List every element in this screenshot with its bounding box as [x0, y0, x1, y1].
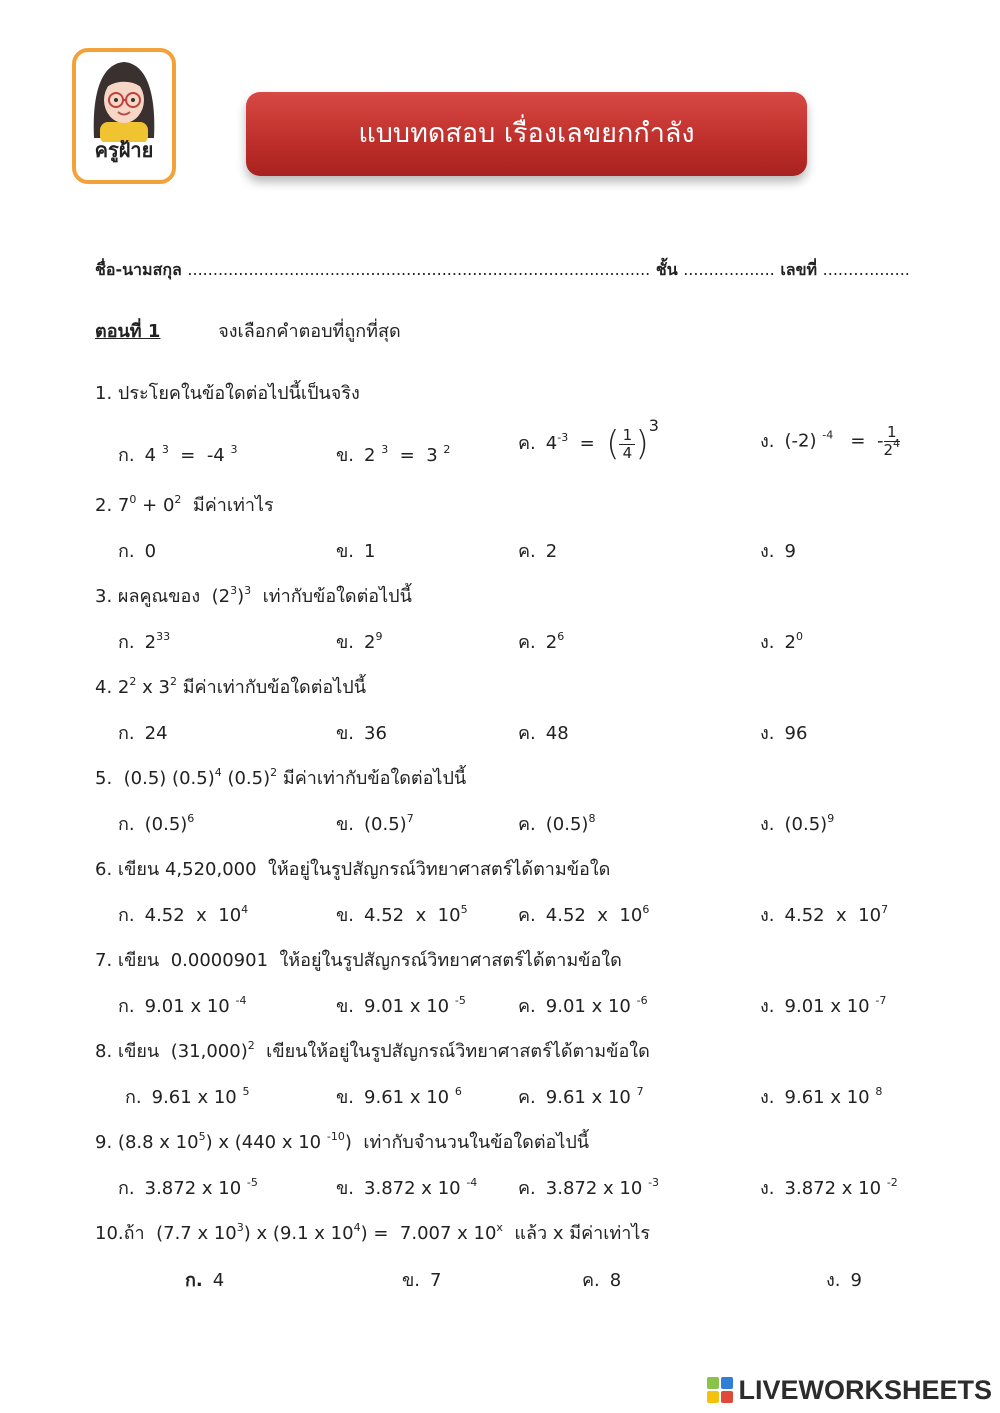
- student-info-line: [95, 258, 910, 283]
- option-3-d[interactable]: ง. $2^0$: [760, 630, 803, 653]
- question-4: 4. $2^2$ x $3^2$ มีค่าเท่ากับข้อใดต่อไปนี้: [95, 675, 367, 698]
- liveworksheets-text: LIVEWORKSHEETS: [738, 1374, 992, 1405]
- option-4-c[interactable]: ค. 48: [518, 723, 569, 744]
- option-7-a[interactable]: ก. 9.01 x 10 $^{-4}$: [118, 994, 247, 1017]
- option-10-c[interactable]: ค. 8: [582, 1270, 622, 1291]
- option-5-d[interactable]: ง. $(0.5)^9$: [760, 812, 835, 835]
- option-2-b[interactable]: ข. 1: [336, 541, 376, 562]
- page-title: แบบทดสอบ เรื่องเลขยกกำลัง: [246, 92, 807, 176]
- option-7-d[interactable]: ง. 9.01 x 10 $^{-7}$: [760, 994, 887, 1017]
- question-6: 6. เขียน 4,520,000 ให้อยู่ในรูปสัญกรณ์วิทยาศาสตร์ได้ตามข้อใด: [95, 859, 611, 880]
- question-7: 7. เขียน 0.0000901 ให้อยู่ในรูปสัญกรณ์วิทยาศาสตร์ได้ตามข้อใด: [95, 950, 622, 971]
- name-label: ชื่อ-นามสกุล: [95, 260, 182, 279]
- option-2-a[interactable]: ก. 0: [118, 541, 157, 562]
- question-10: 10.ถ้า (7.7 x $10^3$) x (9.1 x $10^4) = 7.007$ x 10$^x$ แล้ว x มีค่าเท่าไร: [95, 1221, 651, 1244]
- option-4-d[interactable]: ง. 96: [760, 723, 808, 744]
- option-1-a[interactable]: ก. 4 $^3$ = -4 $^3$: [118, 443, 238, 466]
- option-4-b[interactable]: ข. 36: [336, 723, 387, 744]
- option-8-c[interactable]: ค. 9.61 x 10 $^7$: [518, 1085, 644, 1108]
- option-6-b[interactable]: ข. 4.52 x $10^5$: [336, 903, 468, 926]
- part-instruction: จงเลือกคำตอบที่ถูกที่สุด: [218, 321, 401, 342]
- question-5: 5. (0.5) $(0.5)^4$ $(0.5)^2$ มีค่าเท่ากับข้อใดต่อไปนี้: [95, 766, 467, 789]
- teacher-name: ครูฝ้าย: [94, 138, 154, 162]
- option-8-a[interactable]: ก. 9.61 x 10 $^5$: [125, 1085, 250, 1108]
- option-8-d[interactable]: ง. 9.61 x 10 $^8$: [760, 1085, 883, 1108]
- name-field[interactable]: ...........................................................................................: [187, 260, 651, 279]
- option-1-b[interactable]: ข. 2 $^3$ = 3 $^2$: [336, 443, 451, 466]
- option-7-c[interactable]: ค. 9.01 x 10 $^{-6}$: [518, 994, 648, 1017]
- class-label: ชั้น: [655, 260, 678, 279]
- question-1: 1. ประโยคในข้อใดต่อไปนี้เป็นจริง: [95, 383, 360, 404]
- option-9-d[interactable]: ง. 3.872 x 10 $^{-2}$: [760, 1176, 898, 1199]
- option-5-b[interactable]: ข. $(0.5)^7$: [336, 812, 414, 835]
- option-7-b[interactable]: ข. 9.01 x 10 $^{-5}$: [336, 994, 466, 1017]
- part-header: [95, 316, 401, 345]
- option-3-a[interactable]: ก. $2^{33}$: [118, 630, 171, 653]
- option-2-c[interactable]: ค. 2: [518, 541, 558, 562]
- part-label: ตอนที่ 1: [95, 321, 161, 342]
- class-field[interactable]: ..................: [683, 260, 775, 279]
- option-6-d[interactable]: ง. 4.52 x $10^7$: [760, 903, 889, 926]
- teacher-logo: [72, 48, 176, 184]
- option-1-d[interactable]: ง. (-2) $^{-4}$ = - $\frac{1}{2^4}$: [760, 423, 900, 459]
- option-4-a[interactable]: ก. 24: [118, 723, 168, 744]
- option-10-a[interactable]: ก. 4: [185, 1270, 225, 1291]
- option-10-d[interactable]: ง. 9: [826, 1270, 862, 1291]
- option-9-a[interactable]: ก. 3.872 x 10 $^{-5}$: [118, 1176, 258, 1199]
- number-label: เลขที่: [780, 260, 818, 279]
- question-2: 2. $7^0 + 0^2$ มีค่าเท่าไร: [95, 493, 274, 516]
- teacher-avatar-icon: [86, 56, 162, 142]
- liveworksheets-logo: [707, 1373, 992, 1407]
- option-3-b[interactable]: ข. $2^9$: [336, 630, 383, 653]
- option-1-c[interactable]: ค. $4^{-3}$ = ( $\frac{1}{4}$ )$^3$: [518, 416, 659, 464]
- option-3-c[interactable]: ค. $2^6$: [518, 630, 565, 653]
- question-9: 9. (8.8 x $10^5$) x (440 x 10 $^{-10}$) เท่ากับจำนวนในข้อใดต่อไปนี้: [95, 1130, 590, 1153]
- option-9-b[interactable]: ข. 3.872 x 10 $^{-4}$: [336, 1176, 478, 1199]
- number-field[interactable]: ......…........: [822, 260, 910, 279]
- option-5-a[interactable]: ก. $(0.5)^6$: [118, 812, 195, 835]
- option-9-c[interactable]: ค. 3.872 x 10 $^{-3}$: [518, 1176, 660, 1199]
- option-5-c[interactable]: ค. $(0.5)^8$: [518, 812, 596, 835]
- option-6-c[interactable]: ค. 4.52 x $10^6$: [518, 903, 650, 926]
- option-2-d[interactable]: ง. 9: [760, 541, 796, 562]
- option-8-b[interactable]: ข. 9.61 x 10 $^6$: [336, 1085, 462, 1108]
- option-10-b[interactable]: ข. 7: [402, 1270, 442, 1291]
- liveworksheets-cubes-icon: [707, 1377, 733, 1403]
- option-6-a[interactable]: ก. 4.52 x $10^4$: [118, 903, 249, 926]
- question-3: 3. ผลคูณของ $(2^3)^3$ เท่ากับข้อใดต่อไปนี้: [95, 584, 412, 607]
- question-8: 8. เขียน $(31,000)^2$ เขียนให้อยู่ในรูปสัญกรณ์วิทยาศาสตร์ได้ตามข้อใด: [95, 1039, 650, 1062]
